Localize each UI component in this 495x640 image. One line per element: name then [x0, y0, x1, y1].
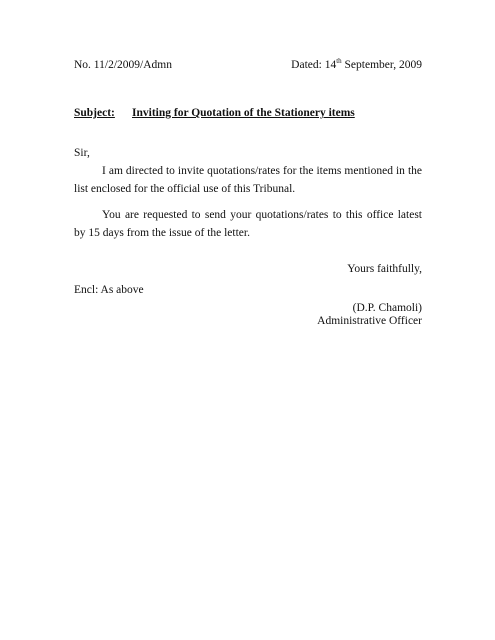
paragraph-1 [74, 162, 422, 198]
subject-label: Subject: [74, 107, 115, 119]
reference-number: No. 11/2/2009/Admn [74, 59, 172, 71]
paragraph-2 [74, 206, 422, 242]
salutation: Sir, [74, 147, 90, 159]
letter-date [291, 58, 422, 72]
paragraph-2-text: You are requested to send your quotations/rates to this office latest by 15 days from the issue of the letter. [74, 209, 422, 239]
date-day: Dated: 14 [291, 59, 337, 71]
subject-text: Inviting for Quotation of the Stationery items [132, 107, 355, 119]
date-ordinal: th [336, 57, 342, 66]
enclosure-note: Encl: As above [74, 284, 144, 296]
paragraph-1-text: I am directed to invite quotations/rates for the items mentioned in the list enclosed for the official use of this Tribunal. [74, 165, 422, 195]
reference-row [74, 58, 422, 72]
closing: Yours faithfully, [347, 263, 422, 275]
signatory-title: Administrative Officer [317, 315, 422, 327]
date-month-year: September, 2009 [341, 59, 422, 71]
signatory-name: (D.P. Chamoli) [352, 302, 422, 314]
subject-line [74, 106, 355, 120]
